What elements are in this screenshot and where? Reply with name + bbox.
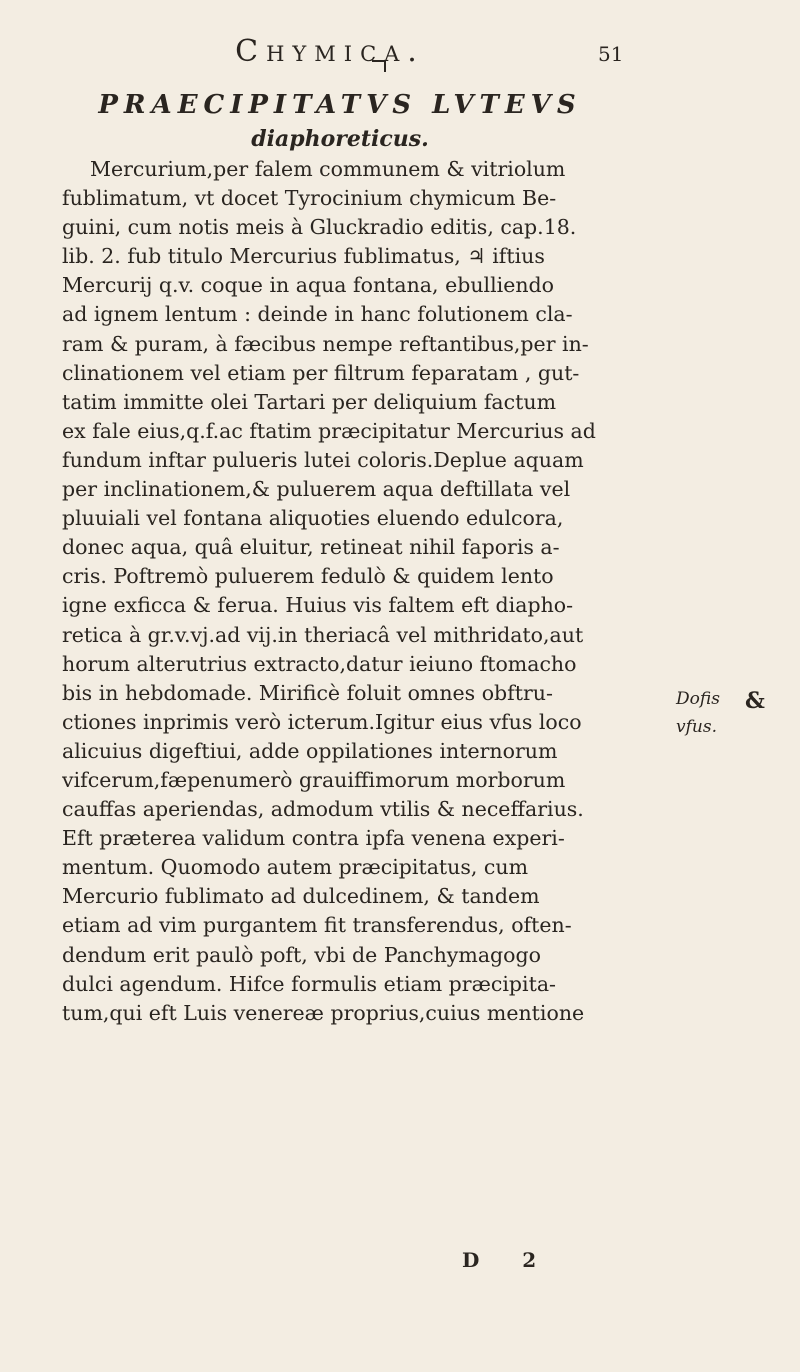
text-line: ad ignem lentum : deinde in hanc folutionem cla- bbox=[62, 302, 573, 327]
text-line: clinationem vel etiam per filtrum feparatam , gut- bbox=[62, 360, 580, 385]
text-line: ex fale eius,q.f.ac ftatim præcipitatur Mercurius ad bbox=[62, 418, 596, 443]
text-line: ram & puram, à fæcibus nempe reftantibus,per in- bbox=[62, 331, 589, 356]
text-line: pluuiali vel fontana aliquoties eluendo edulcora, bbox=[62, 506, 564, 531]
text-line: igne exficca & ferua. Huius vis faltem eft diapho- bbox=[62, 593, 574, 618]
text-line: cris. Poftremò puluerem fedulò & quidem lento bbox=[62, 564, 554, 589]
text-line: bis in hebdomade. Mirificè foluit omnes obftru- bbox=[62, 680, 553, 705]
section-subheading: diaphoreticus. bbox=[251, 126, 429, 152]
text-line: donec aqua, quâ eluitur, retineat nihil faporis a- bbox=[62, 535, 560, 560]
text-line: tum,qui eft Luis venereæ proprius,cuius mentione bbox=[62, 1000, 585, 1025]
text-line: alicuius digeftiui, adde oppilationes internorum bbox=[62, 738, 558, 763]
text-line: retica à gr.v.vj.ad vij.in theriacâ vel mithridato,aut bbox=[62, 622, 584, 647]
marginal-note-usage: vfus. bbox=[676, 717, 717, 737]
text-line: ctiones inprimis verò icterum.Igitur eius vfus loco bbox=[62, 709, 582, 734]
text-line: lib. 2. fub titulo Mercurius fublimatus, ♃ iftius bbox=[62, 244, 545, 269]
signature-mark: D 2 bbox=[462, 1248, 555, 1272]
text-line: tatim immitte olei Tartari per deliquium factum bbox=[62, 389, 557, 414]
text-line: mentum. Quomodo autem præcipitatus, cum bbox=[62, 855, 529, 880]
text-line: cauffas aperiendas, admodum vtilis & neceffarius. bbox=[62, 797, 584, 822]
marginal-note-dose: Dofis bbox=[676, 689, 720, 709]
running-head bbox=[0, 30, 800, 70]
text-line: Mercurio fublimato ad dulcedinem, & tandem bbox=[62, 884, 540, 909]
text-line: etiam ad vim purgantem fit transferendus, often- bbox=[62, 913, 572, 938]
text-line: dendum erit paulò poft, vbi de Panchymagogo bbox=[62, 942, 541, 967]
text-line: guini, cum notis meis à Gluckradio editis, cap.18. bbox=[62, 215, 577, 240]
text-line: vifcerum,fæpenumerò grauiffimorum morborum bbox=[62, 767, 566, 792]
text-line: Mercurium,per falem communem & vitriolum bbox=[90, 157, 566, 181]
running-title: Chymica. bbox=[235, 34, 425, 69]
text-line: Eft præterea validum contra ipfa venena experi- bbox=[62, 826, 565, 851]
page-number: 51 bbox=[598, 42, 624, 66]
ornament-mark bbox=[372, 60, 386, 72]
text-line: dulci agendum. Hifce formulis etiam præcipita- bbox=[62, 971, 556, 996]
text-line: per inclinationem,& puluerem aqua deftillata vel bbox=[62, 477, 571, 502]
text-line: horum alterutrius extracto,datur ieiuno ftomacho bbox=[62, 651, 577, 676]
section-heading: PRAECIPITATVS LVTEVS bbox=[98, 90, 582, 120]
text-line: fundum inftar pulueris lutei coloris.Deplue aquam bbox=[62, 447, 584, 472]
text-line: fublimatum, vt docet Tyrocinium chymicum Be- bbox=[62, 186, 557, 211]
ampersand-mark: & bbox=[745, 688, 765, 714]
body-text bbox=[62, 155, 628, 1028]
text-line: Mercurij q.v. coque in aqua fontana, ebulliendo bbox=[62, 273, 554, 298]
